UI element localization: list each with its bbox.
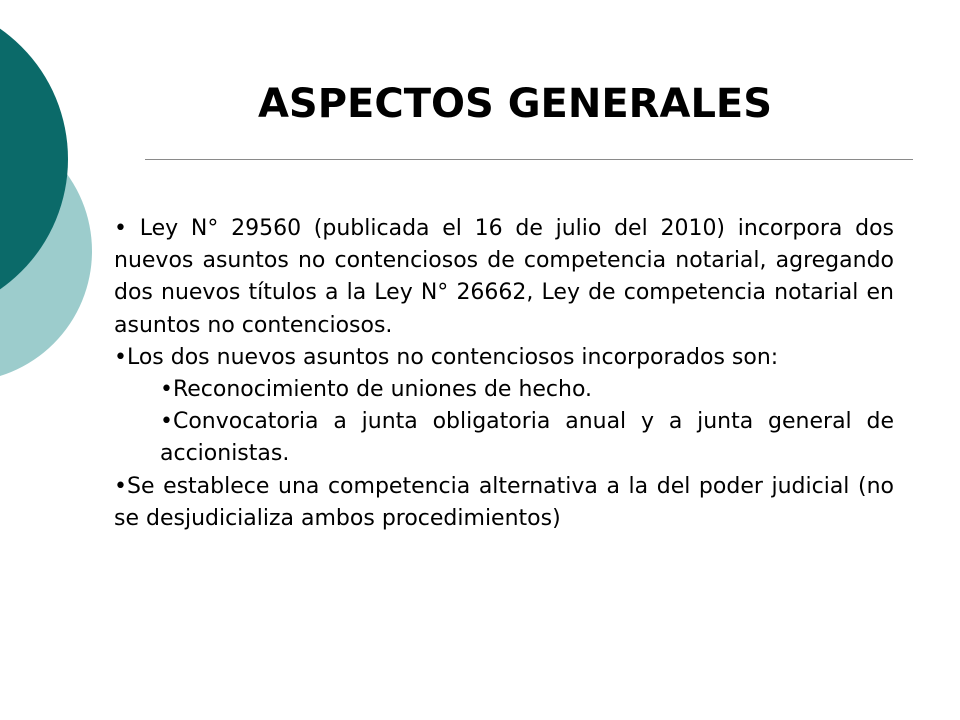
slide-title: ASPECTOS GENERALES bbox=[257, 81, 773, 127]
bullet-nuevos-asuntos: •Los dos nuevos asuntos no contenciosos incorporados son: bbox=[114, 344, 779, 370]
sub-bullet-convocatoria-junta: •Convocatoria a junta obligatoria anual y a junta general de accionistas. bbox=[160, 409, 894, 467]
title-divider bbox=[145, 159, 913, 160]
bullet-competencia-alternativa: •Se establece una competencia alternativa a la del poder judicial (no se desjudicializa ambos procedimientos) bbox=[114, 473, 894, 531]
bullet-ley-29560: • Ley N° 29560 (publicada el 16 de julio del 2010) incorpora dos nuevos asuntos no contenciosos de competencia notarial, agregando dos nuevos títulos a la Ley N° 26662, Ley de competencia notarial en asuntos no contenciosos. bbox=[114, 216, 894, 338]
slide-body bbox=[114, 213, 894, 535]
sub-bullet-uniones-de-hecho: •Reconocimiento de uniones de hecho. bbox=[160, 377, 593, 403]
